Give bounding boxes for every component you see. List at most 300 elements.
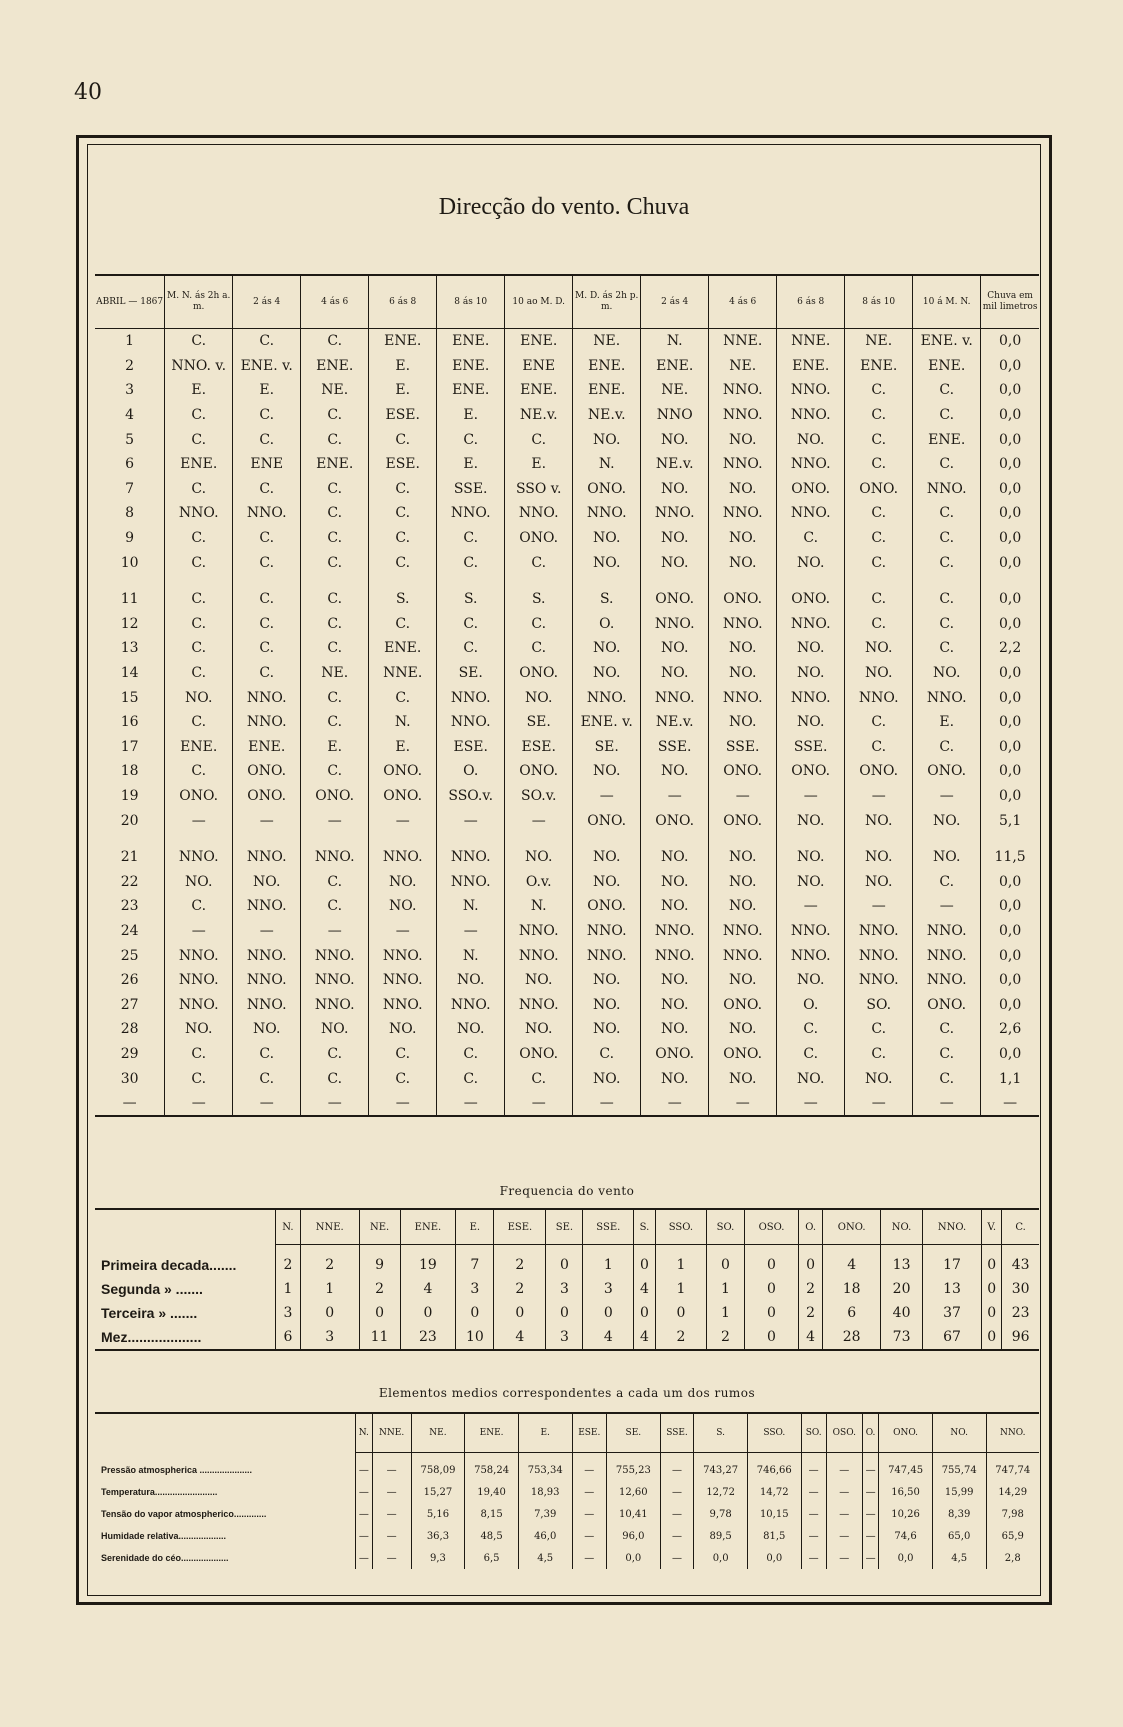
- day-cell: 4: [125, 407, 135, 424]
- wind-cell: NE.v.: [641, 710, 709, 735]
- day-cell: 16: [120, 714, 139, 731]
- value-cell: —: [801, 1547, 826, 1569]
- wind-cell: NNO.: [845, 968, 913, 993]
- wind-cell: ENE.: [573, 378, 641, 403]
- direction-header: OSO.: [744, 1209, 798, 1245]
- page-title: Direcção do vento. Chuva: [438, 194, 690, 220]
- wind-cell: NNO.: [233, 992, 301, 1017]
- count-cell: 37: [922, 1301, 981, 1325]
- count-cell: 4: [400, 1277, 456, 1301]
- value-cell: 6,5: [465, 1547, 519, 1569]
- value-cell: 8,15: [465, 1503, 519, 1525]
- wind-cell: NNO.: [845, 919, 913, 944]
- wind-cell: NNO.: [709, 919, 777, 944]
- wind-cell: NNO.: [165, 992, 233, 1017]
- gap-cell: [709, 575, 777, 587]
- wind-cell: NO.: [641, 1017, 709, 1042]
- wind-cell: —: [845, 784, 913, 809]
- count-cell: 2: [494, 1245, 546, 1278]
- day-cell: 13: [120, 640, 139, 657]
- wind-cell: ONO.: [709, 1042, 777, 1067]
- wind-cell: NNO.: [913, 919, 981, 944]
- wind-cell: —: [845, 894, 913, 919]
- wind-cell: NO.: [369, 1017, 437, 1042]
- rain-cell: 0,0: [981, 919, 1039, 944]
- value-cell: —: [826, 1503, 862, 1525]
- count-cell: 28: [823, 1325, 881, 1350]
- wind-cell: C.: [301, 685, 369, 710]
- wind-cell: NO.: [709, 550, 777, 575]
- direction-header: ONO.: [879, 1413, 933, 1453]
- table-row: [95, 710, 1039, 735]
- value-cell: 758,24: [465, 1453, 519, 1482]
- wind-cell: C.: [165, 427, 233, 452]
- count-cell: 13: [922, 1277, 981, 1301]
- wind-cell: SSE.: [709, 735, 777, 760]
- wind-cell: ENE. v.: [233, 354, 301, 379]
- wind-cell: NNO.: [777, 452, 845, 477]
- table-row: [95, 1301, 1039, 1325]
- gap-cell: [981, 833, 1039, 845]
- value-cell: 0,0: [879, 1547, 933, 1569]
- wind-cell: C.: [233, 636, 301, 661]
- value-cell: 758,09: [411, 1453, 465, 1482]
- count-cell: 0: [982, 1325, 1002, 1350]
- wind-cell: NO.: [777, 427, 845, 452]
- row-label: Mez...................: [95, 1325, 276, 1350]
- wind-cell: E.: [369, 354, 437, 379]
- count-cell: 0: [359, 1301, 400, 1325]
- row-label: Tensão do vapor atmospherico.............: [101, 1509, 267, 1519]
- wind-cell: C.: [165, 636, 233, 661]
- value-cell: 48,5: [465, 1525, 519, 1547]
- value-cell: —: [356, 1453, 373, 1482]
- wind-cell: ONO.: [709, 808, 777, 833]
- value-cell: 746,66: [747, 1453, 801, 1482]
- wind-cell: NO.: [369, 869, 437, 894]
- wind-cell: C.: [301, 501, 369, 526]
- day-cell: 15: [120, 689, 139, 706]
- wind-cell: ENE.: [845, 354, 913, 379]
- wind-cell: NO.: [573, 427, 641, 452]
- wind-cell: NO.: [165, 685, 233, 710]
- rain-cell: 0,0: [981, 526, 1039, 551]
- wind-cell: NNO.: [233, 845, 301, 870]
- count-cell: 0: [707, 1245, 745, 1278]
- gap-cell: [641, 833, 709, 845]
- wind-cell: —: [369, 919, 437, 944]
- value-cell: —: [862, 1481, 878, 1503]
- wind-cell: NO.: [777, 845, 845, 870]
- wind-cell: C.: [437, 550, 505, 575]
- column-header: M. D. ás 2h p. m.: [573, 275, 641, 329]
- table-row: [95, 943, 1039, 968]
- value-cell: 12,72: [694, 1481, 748, 1503]
- wind-cell: NO.: [777, 710, 845, 735]
- wind-cell: ENE.: [913, 354, 981, 379]
- wind-cell: ENE.: [573, 354, 641, 379]
- wind-cell: NO.: [845, 661, 913, 686]
- value-cell: 747,45: [879, 1453, 933, 1482]
- page-number: 40: [74, 80, 102, 105]
- wind-cell: NNO.: [845, 685, 913, 710]
- table-row: [95, 784, 1039, 809]
- table-row: [95, 612, 1039, 637]
- wind-cell: NO.: [505, 685, 573, 710]
- wind-cell: C.: [369, 1042, 437, 1067]
- wind-cell: NNO.: [709, 943, 777, 968]
- row-label: Serenidade do céo...................: [101, 1553, 229, 1563]
- column-header: 8 ás 10: [437, 275, 505, 329]
- wind-cell: S.: [437, 587, 505, 612]
- day-cell: —: [95, 1091, 165, 1117]
- row-label: Primeira decada.......: [101, 1256, 237, 1273]
- wind-cell: NNO.: [573, 685, 641, 710]
- wind-cell: ENE.: [437, 354, 505, 379]
- wind-cell: C.: [233, 1066, 301, 1091]
- day-cell: 20: [120, 812, 139, 829]
- table-row: [95, 587, 1039, 612]
- wind-cell: ONO.: [641, 587, 709, 612]
- count-cell: 1: [583, 1245, 634, 1278]
- wind-cell: NNO.: [301, 968, 369, 993]
- direction-header: SE.: [607, 1413, 661, 1453]
- column-header: 10 á M. N.: [913, 275, 981, 329]
- wind-cell: ONO.: [777, 587, 845, 612]
- day-cell: 18: [120, 763, 139, 780]
- wind-cell: C.: [437, 427, 505, 452]
- rain-cell: 0,0: [981, 329, 1039, 354]
- wind-cell: —: [777, 784, 845, 809]
- wind-cell: —: [641, 784, 709, 809]
- wind-cell: NO.: [369, 894, 437, 919]
- table-row: [95, 329, 1039, 354]
- day-cell: 24: [120, 922, 139, 939]
- wind-cell: ONO.: [913, 759, 981, 784]
- count-cell: 4: [634, 1277, 656, 1301]
- value-cell: —: [572, 1525, 607, 1547]
- wind-cell: ONO.: [573, 477, 641, 502]
- gap-cell: [95, 575, 165, 587]
- wind-cell: NE.: [845, 329, 913, 354]
- count-cell: 20: [881, 1277, 923, 1301]
- wind-cell: NNO.: [301, 992, 369, 1017]
- wind-cell: ONO.: [641, 808, 709, 833]
- wind-cell: NNO.: [505, 919, 573, 944]
- count-cell: 4: [494, 1325, 546, 1350]
- gap-cell: [369, 575, 437, 587]
- wind-cell: NNO.: [505, 992, 573, 1017]
- count-cell: 2: [799, 1277, 823, 1301]
- direction-header: ESE.: [494, 1209, 546, 1245]
- wind-cell: NNO.: [573, 919, 641, 944]
- gap-cell: [233, 833, 301, 845]
- value-cell: 10,41: [607, 1503, 661, 1525]
- column-header: 4 ás 6: [709, 275, 777, 329]
- wind-cell: ENE.: [301, 354, 369, 379]
- wind-cell: C.: [165, 550, 233, 575]
- wind-cell: C.: [437, 1042, 505, 1067]
- wind-cell: SSO.v.: [437, 784, 505, 809]
- direction-header: NNO.: [986, 1413, 1039, 1453]
- count-cell: 2: [799, 1301, 823, 1325]
- rain-cell: 0,0: [981, 710, 1039, 735]
- wind-cell: SE.: [505, 710, 573, 735]
- wind-cell: NO.: [641, 845, 709, 870]
- wind-cell: NO.: [573, 968, 641, 993]
- direction-header: E.: [518, 1413, 572, 1453]
- wind-cell: NO.: [573, 550, 641, 575]
- wind-cell: C.: [301, 894, 369, 919]
- wind-cell: C.: [369, 550, 437, 575]
- wind-cell: NO.: [777, 636, 845, 661]
- wind-cell: NO.: [641, 427, 709, 452]
- blank-header: [95, 1209, 276, 1245]
- wind-cell: NNO.: [777, 919, 845, 944]
- wind-cell: C.: [165, 894, 233, 919]
- mean-elements-table: [95, 1412, 1039, 1569]
- table-row: [95, 894, 1039, 919]
- wind-cell: C.: [369, 685, 437, 710]
- rain-cell: 0,0: [981, 759, 1039, 784]
- count-cell: 2: [300, 1245, 359, 1278]
- wind-cell: C.: [301, 612, 369, 637]
- wind-cell: C.: [369, 427, 437, 452]
- wind-cell: —: [233, 808, 301, 833]
- value-cell: —: [356, 1503, 373, 1525]
- wind-cell: ONO.: [641, 1042, 709, 1067]
- value-cell: 4,5: [518, 1547, 572, 1569]
- rain-cell: 0,0: [981, 784, 1039, 809]
- wind-cell: NNO.: [437, 992, 505, 1017]
- wind-cell: NNO.: [913, 968, 981, 993]
- wind-cell: SSE.: [777, 735, 845, 760]
- count-cell: 0: [583, 1301, 634, 1325]
- wind-cell: C.: [845, 710, 913, 735]
- wind-cell: ENE.: [437, 378, 505, 403]
- value-cell: 4,5: [932, 1547, 986, 1569]
- wind-cell: ONO.: [845, 477, 913, 502]
- wind-cell: ONO.: [845, 759, 913, 784]
- rain-cell: 0,0: [981, 968, 1039, 993]
- wind-cell: NNO.: [165, 968, 233, 993]
- wind-cell: —: [505, 1091, 573, 1117]
- wind-cell: NNO.: [369, 845, 437, 870]
- wind-cell: O.: [573, 612, 641, 637]
- wind-cell: C.: [845, 452, 913, 477]
- wind-cell: SSO v.: [505, 477, 573, 502]
- wind-cell: C.: [165, 1066, 233, 1091]
- wind-cell: C.: [233, 661, 301, 686]
- value-cell: —: [660, 1525, 694, 1547]
- wind-cell: NO.: [641, 1066, 709, 1091]
- gap-cell: [95, 833, 165, 845]
- wind-cell: C.: [913, 378, 981, 403]
- count-cell: 3: [546, 1277, 583, 1301]
- direction-header: NE.: [359, 1209, 400, 1245]
- wind-cell: NO.: [913, 661, 981, 686]
- count-cell: 0: [300, 1301, 359, 1325]
- wind-cell: NNO.: [233, 943, 301, 968]
- wind-cell: C.: [369, 612, 437, 637]
- wind-cell: NNO.: [437, 869, 505, 894]
- wind-cell: C.: [845, 501, 913, 526]
- value-cell: 0,0: [747, 1547, 801, 1569]
- wind-cell: E.: [437, 403, 505, 428]
- wind-cell: —: [505, 808, 573, 833]
- table-row: [95, 477, 1039, 502]
- wind-cell: C.: [301, 1042, 369, 1067]
- value-cell: 2,8: [986, 1547, 1039, 1569]
- wind-cell: C.: [301, 869, 369, 894]
- table-row: [95, 845, 1039, 870]
- count-cell: 23: [1002, 1301, 1039, 1325]
- wind-cell: C.: [301, 710, 369, 735]
- count-cell: 0: [744, 1325, 798, 1350]
- direction-header: NNE.: [300, 1209, 359, 1245]
- wind-cell: NO.: [709, 968, 777, 993]
- gap-cell: [165, 833, 233, 845]
- table-row: [95, 636, 1039, 661]
- value-cell: 65,0: [932, 1525, 986, 1547]
- wind-cell: NO.: [777, 869, 845, 894]
- count-cell: 2: [359, 1277, 400, 1301]
- value-cell: 5,16: [411, 1503, 465, 1525]
- wind-cell: NO.: [641, 869, 709, 894]
- wind-cell: —: [437, 1091, 505, 1117]
- count-cell: 6: [823, 1301, 881, 1325]
- count-cell: 2: [276, 1245, 301, 1278]
- wind-cell: C.: [845, 526, 913, 551]
- wind-cell: ENE. v.: [913, 329, 981, 354]
- value-cell: 10,15: [747, 1503, 801, 1525]
- value-cell: 753,34: [518, 1453, 572, 1482]
- wind-cell: C.: [233, 403, 301, 428]
- day-cell: 28: [120, 1021, 139, 1038]
- day-cell: 7: [125, 480, 135, 497]
- rain-cell: 0,0: [981, 735, 1039, 760]
- wind-cell: NO.: [641, 526, 709, 551]
- table-row: [95, 1503, 1039, 1525]
- wind-cell: NNO.: [709, 501, 777, 526]
- direction-header: N.: [276, 1209, 301, 1245]
- count-cell: 1: [707, 1301, 745, 1325]
- wind-cell: C.: [913, 550, 981, 575]
- wind-cell: C.: [165, 526, 233, 551]
- row-label: Temperatura.........................: [101, 1487, 218, 1497]
- wind-cell: NO.: [165, 1017, 233, 1042]
- wind-cell: NO.: [505, 845, 573, 870]
- wind-cell: SO.v.: [505, 784, 573, 809]
- count-cell: 4: [823, 1245, 881, 1278]
- wind-cell: NNO.: [709, 378, 777, 403]
- value-cell: 36,3: [411, 1525, 465, 1547]
- value-cell: —: [862, 1547, 878, 1569]
- value-cell: —: [356, 1547, 373, 1569]
- day-cell: 2: [125, 357, 135, 374]
- wind-cell: C.: [165, 710, 233, 735]
- wind-cell: C.: [505, 1066, 573, 1091]
- wind-cell: ONO.: [505, 1042, 573, 1067]
- value-cell: 74,6: [879, 1525, 933, 1547]
- wind-cell: —: [301, 808, 369, 833]
- value-cell: 81,5: [747, 1525, 801, 1547]
- value-cell: —: [372, 1547, 411, 1569]
- direction-header: NNO.: [922, 1209, 981, 1245]
- wind-cell: NO.: [641, 550, 709, 575]
- table-row: [95, 1245, 1039, 1278]
- gap-cell: [845, 833, 913, 845]
- wind-cell: C.: [165, 329, 233, 354]
- count-cell: 18: [823, 1277, 881, 1301]
- wind-cell: ENE.: [233, 735, 301, 760]
- column-header: M. N. ás 2h a. m.: [165, 275, 233, 329]
- wind-cell: —: [369, 1091, 437, 1117]
- rain-cell: 0,0: [981, 894, 1039, 919]
- wind-cell: NNO.: [777, 685, 845, 710]
- wind-cell: NE.: [641, 378, 709, 403]
- wind-cell: NO.: [777, 661, 845, 686]
- count-cell: 43: [1002, 1245, 1039, 1278]
- wind-cell: NO.: [437, 1017, 505, 1042]
- wind-cell: —: [777, 1091, 845, 1117]
- wind-cell: N.: [437, 894, 505, 919]
- wind-cell: C.: [301, 636, 369, 661]
- wind-cell: C.: [165, 1042, 233, 1067]
- rain-cell: 0,0: [981, 943, 1039, 968]
- wind-cell: NNO.: [369, 968, 437, 993]
- wind-cell: C.: [845, 735, 913, 760]
- count-cell: 0: [744, 1277, 798, 1301]
- table-row: [95, 869, 1039, 894]
- wind-cell: NO.: [709, 477, 777, 502]
- gap-cell: [505, 833, 573, 845]
- wind-cell: C.: [845, 550, 913, 575]
- wind-cell: NO.: [573, 1017, 641, 1042]
- table-row: [95, 403, 1039, 428]
- wind-cell: E.: [505, 452, 573, 477]
- wind-cell: C.: [913, 526, 981, 551]
- direction-header: NNE.: [372, 1413, 411, 1453]
- wind-cell: NNO.: [505, 501, 573, 526]
- wind-cell: C.: [301, 759, 369, 784]
- value-cell: 755,74: [932, 1453, 986, 1482]
- wind-cell: NO.: [913, 845, 981, 870]
- wind-cell: ENE.: [437, 329, 505, 354]
- table-row: [95, 378, 1039, 403]
- wind-cell: NNO.: [233, 894, 301, 919]
- wind-cell: NE.: [709, 354, 777, 379]
- wind-cell: ESE.: [437, 735, 505, 760]
- wind-cell: NO.: [777, 1066, 845, 1091]
- gap-cell: [777, 575, 845, 587]
- gap-cell: [437, 833, 505, 845]
- wind-cell: E.: [165, 378, 233, 403]
- gap-cell: [505, 575, 573, 587]
- row-label: Segunda » .......: [101, 1281, 203, 1297]
- wind-cell: ONO.: [913, 992, 981, 1017]
- value-cell: —: [826, 1525, 862, 1547]
- wind-cell: NO.: [641, 992, 709, 1017]
- count-cell: 2: [494, 1277, 546, 1301]
- day-cell: 6: [125, 456, 135, 473]
- wind-cell: C.: [913, 636, 981, 661]
- gap-cell: [641, 575, 709, 587]
- day-cell: 11: [120, 591, 139, 608]
- direction-header: ONO.: [823, 1209, 881, 1245]
- wind-cell: NNE.: [369, 661, 437, 686]
- count-cell: 3: [456, 1277, 494, 1301]
